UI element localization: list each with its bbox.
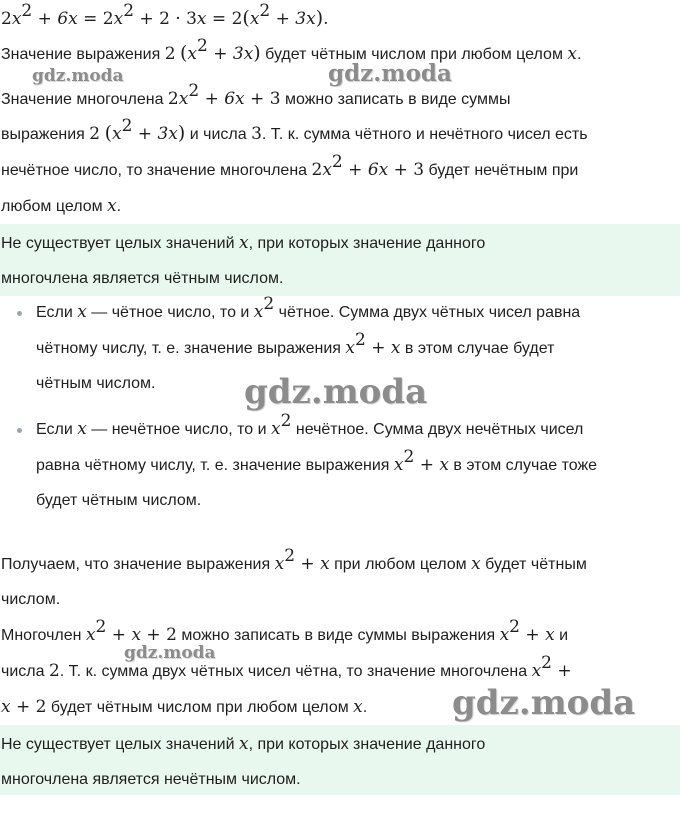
watermark-logo: gdz.moda bbox=[244, 372, 428, 412]
conclusion-line: многочлена является нечётным числом. bbox=[1, 771, 301, 788]
watermark-logo: gdz.moda bbox=[124, 643, 216, 663]
list-item-line: будет чётным числом. bbox=[36, 492, 202, 509]
list-item-line: равна чётному числу, т. е. значение выражения $x^2 + x$ в этом случае тоже bbox=[36, 447, 598, 475]
text-line: числом. bbox=[1, 591, 61, 608]
text-line: Многочлен $x^2 + x + 2$ можно записать в виде суммы выражения $x^2 + x$ и bbox=[1, 617, 569, 645]
list-item-line: чётным числом. bbox=[36, 375, 156, 392]
bullet-icon bbox=[17, 311, 22, 316]
equation-line: $2x^2 + 6x = 2x^2 + 2 \cdot 3x = 2(x^2 + 3x)$. bbox=[1, 1, 329, 29]
watermark-logo: gdz.moda bbox=[32, 66, 124, 86]
list-item-line: Если x — чётное число, то и $x^2$ чётное. Сумма двух чётных чисел равна bbox=[36, 294, 581, 322]
text-line: любом целом x. bbox=[1, 196, 122, 216]
watermark-logo: gdz.moda bbox=[328, 60, 452, 87]
list-item-line: чётному числу, т. е. значение выражения $x^2 + x$ в этом случае будет bbox=[36, 330, 555, 358]
text-line: Получаем, что значение выражения $x^2 + x$ при любом целом x будет чётным bbox=[1, 546, 587, 574]
text-line: числа 2. Т. к. сумма двух чётных чисел чётна, то значение многочлена $x^2$ + bbox=[1, 653, 572, 681]
text-line: x + 2 будет чётным числом при любом целом x. bbox=[1, 697, 368, 717]
conclusion-line: Не существует целых значений x, при которых значение данного bbox=[1, 734, 486, 754]
text-line: выражения 2 $(x^2 + 3x)$ и числа 3. Т. к. сумма чётного и нечётного чисел есть bbox=[1, 116, 588, 144]
text-line: Значение многочлена $2x^2 + 6x + 3$ можно записать в виде суммы bbox=[1, 81, 511, 109]
text-line: Значение выражения 2 $(x^2 + 3x)$ будет чётным числом при любом целом x. bbox=[1, 36, 582, 64]
conclusion-line: Не существует целых значений x, при которых значение данного bbox=[1, 233, 486, 253]
bullet-icon bbox=[17, 428, 22, 433]
conclusion-line: многочлена является чётным числом. bbox=[1, 270, 284, 287]
watermark-logo: gdz.moda bbox=[452, 683, 636, 723]
text-line: нечётное число, то значение многочлена $2x^2 + 6x + 3$ будет нечётным при bbox=[1, 152, 579, 180]
list-item-line: Если x — нечётное число, то и $x^2$ нечётное. Сумма двух нечётных чисел bbox=[36, 411, 584, 439]
